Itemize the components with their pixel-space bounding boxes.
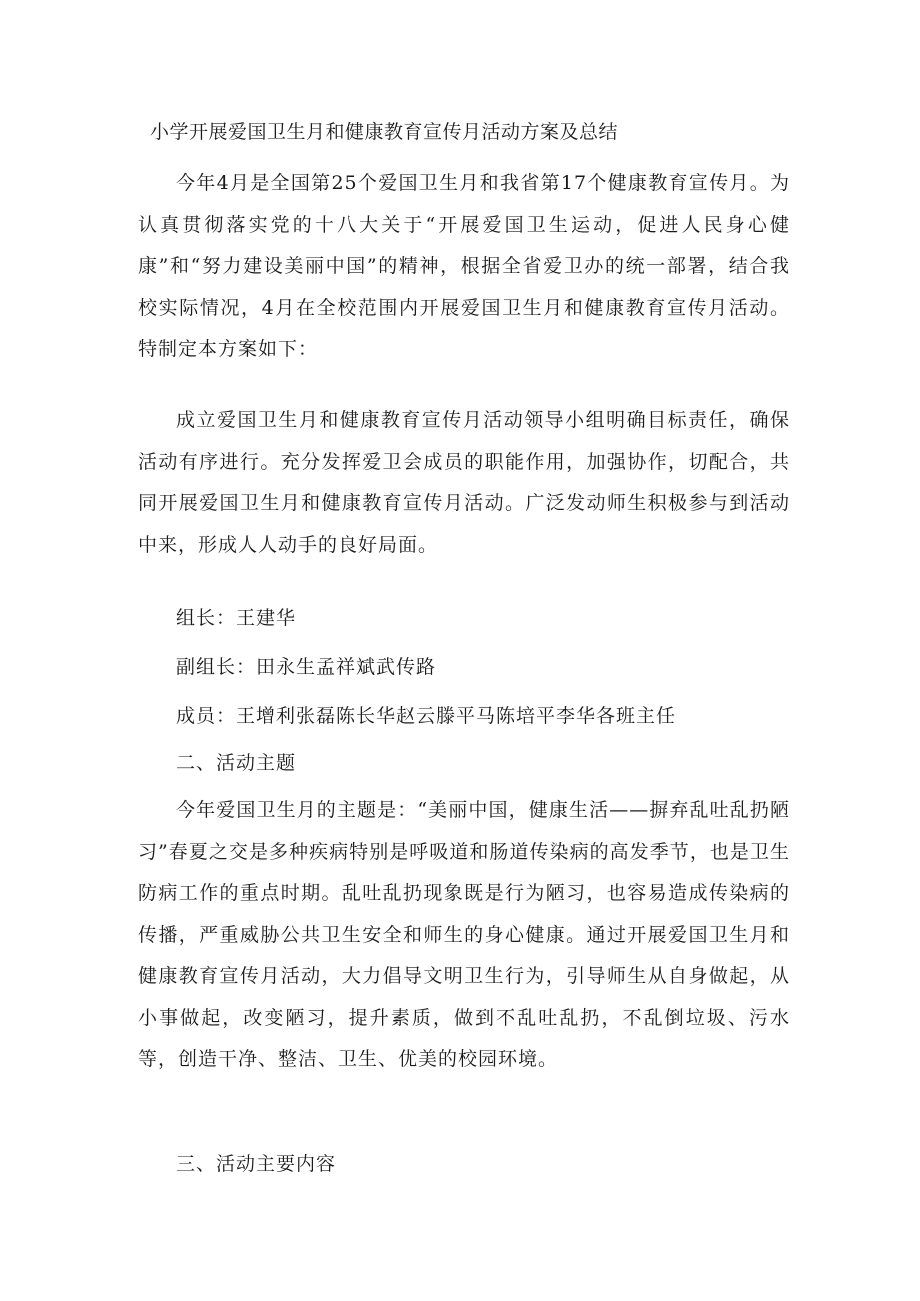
section-2-heading: 二、活动主题 [176, 752, 297, 774]
leadership-group-paragraph: 成立爱国卫生月和健康教育宣传月活动领导小组明确目标责任，确保活动有序进行。充分发挥爱卫会成员的职能作用，加强协作，切配合，共同开展爱国卫生月和健康教育宣传月活动。广泛发动师生积极参与到活动中来，形成人人动手的良好局面。 [138, 409, 790, 556]
members-line: 成员：王增利张磊陈长华赵云滕平马陈培平李华各班主任 [176, 705, 677, 727]
group-leader-line: 组长：王建华 [176, 607, 297, 629]
intro-paragraph: 今年4月是全国第25个爱国卫生月和我省第17个健康教育宣传月。为认真贯彻落实党的十八大关于“开展爱国卫生运动，促进人民身心健康”和“努力建设美丽中国”的精神，根据全省爱卫办的统一部署，结合我校实际情况，4月在全校范围内开展爱国卫生月和健康教育宣传月活动。特制定本方案如下： [138, 172, 790, 360]
section-2-paragraph: 今年爱国卫生月的主题是：“美丽中国，健康生活——摒弃乱吐乱扔陋习”春夏之交是多种疾病特别是呼吸道和肠道传染病的高发季节，也是卫生防病工作的重点时期。乱吐乱扔现象既是行为陋习，也容易造成传染病的传播，严重威胁公共卫生安全和师生的身心健康。通过开展爱国卫生月和健康教育宣传月活动，大力倡导文明卫生行为，引导师生从自身做起，从小事做起，改变陋习，提升素质，做到不乱吐乱扔，不乱倒垃圾、污水等，创造干净、整洁、卫生、优美的校园环境。 [138, 799, 790, 1070]
deputy-leader-line: 副组长：田永生孟祥斌武传路 [176, 656, 437, 678]
section-3-heading: 三、活动主要内容 [176, 1153, 337, 1175]
document-title: 小学开展爱国卫生月和健康教育宣传月活动方案及总结 [150, 121, 619, 143]
